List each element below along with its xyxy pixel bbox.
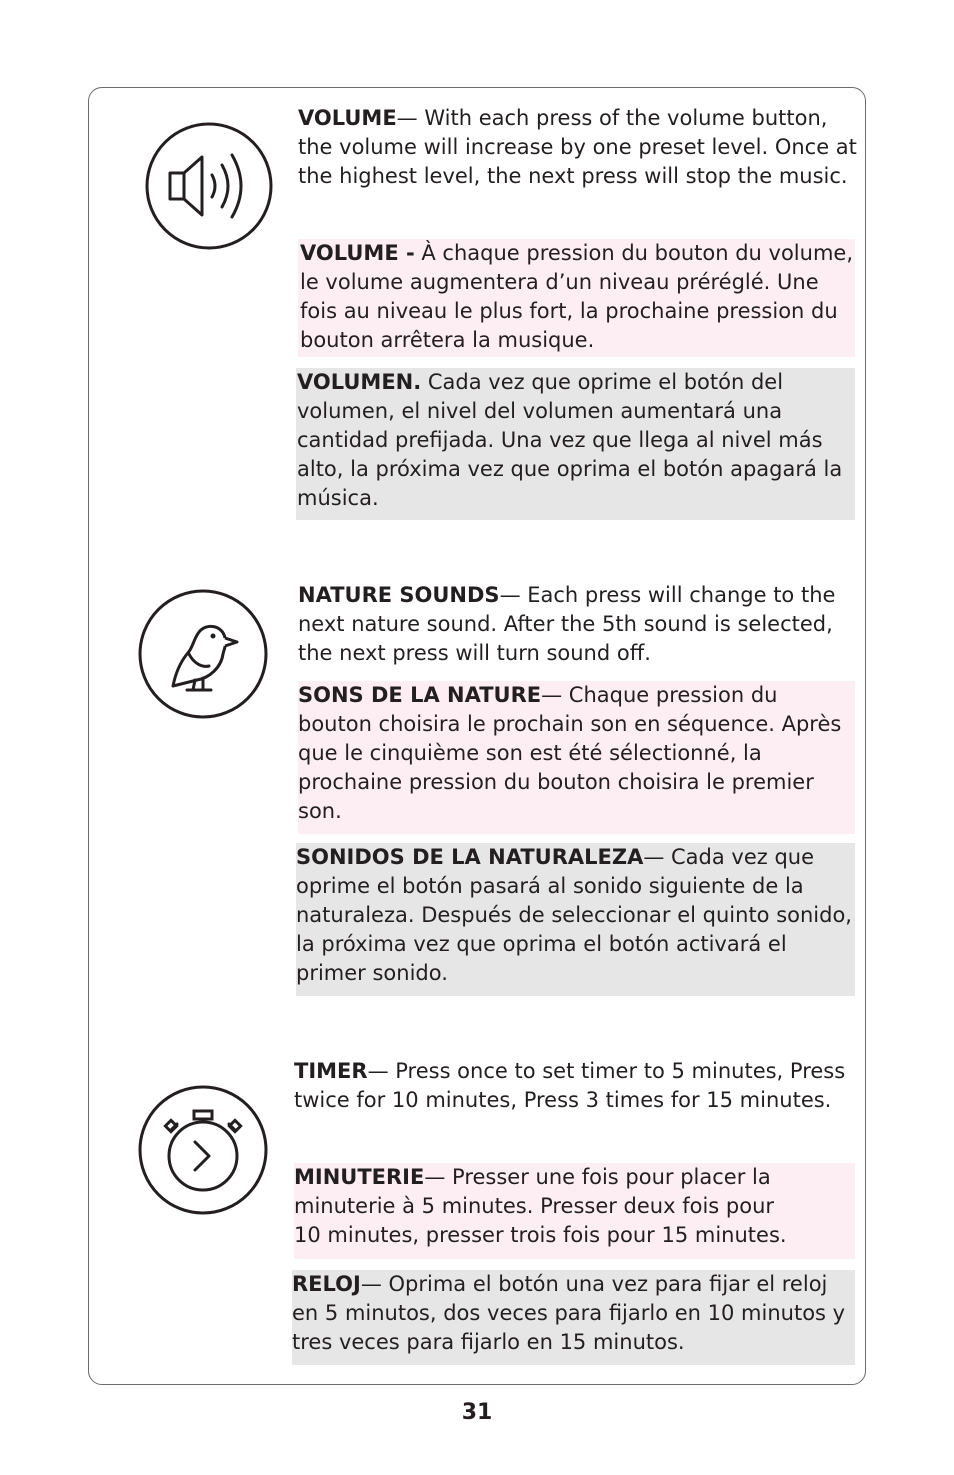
nature-sounds-fr-paragraph: [298, 681, 855, 834]
nature-sounds-es-paragraph: [296, 843, 855, 996]
nature-sounds-fr-body: — Chaque pression du bouton choisira le prochain son en séquence. Après que le cinquième son est été sélectionné, la prochaine pression du bouton choisira le premier son.: [298, 683, 842, 823]
nature-sounds-en-body: — Each press will change to the next nature sound. After the 5th sound is selected, the next press will turn sound off.: [298, 583, 836, 665]
nature-sounds-en-heading: NATURE SOUNDS: [298, 583, 500, 607]
volume-fr-paragraph: [298, 239, 855, 357]
page-number: 31: [461, 1400, 493, 1425]
volume-fr-heading: VOLUME -: [300, 241, 415, 265]
timer-fr-heading: MINUTERIE: [294, 1165, 425, 1189]
timer-fr-paragraph: [294, 1163, 855, 1259]
timer-en-body: — Press once to set timer to 5 minutes, Press twice for 10 minutes, Press 3 times for 15 minutes.: [294, 1059, 846, 1112]
volume-es-paragraph: [296, 368, 855, 520]
volume-fr-body: À chaque pression du bouton du volume, le volume augmentera d’un niveau préréglé. Une fois au niveau le plus fort, la prochaine pression du bouton arrêtera la musique.: [300, 241, 854, 352]
timer-es-body: — Oprima el botón una vez para fijar el reloj en 5 minutos, dos veces para fijarlo en 10 minutos y tres veces para fijarlo en 15 minutos.: [292, 1272, 846, 1354]
timer-es-heading: RELOJ: [292, 1272, 361, 1296]
volume-es-body: Cada vez que oprime el botón del volumen, el nivel del volumen aumentará una cantidad prefijada. Una vez que llega al nivel más alto, la próxima vez que oprima el botón apagará la música.: [297, 370, 843, 510]
volume-es-heading: VOLUMEN.: [297, 370, 422, 394]
speaker-volume-icon: [144, 121, 274, 251]
timer-fr-body: — Presser une fois pour placer la minuterie à 5 minutes. Presser deux fois pour 10 minutes, presser trois fois pour 15 minutes.: [294, 1165, 787, 1247]
stopwatch-timer-icon: [137, 1084, 269, 1216]
timer-en-heading: TIMER: [294, 1059, 368, 1083]
volume-en-heading: VOLUME: [298, 106, 397, 130]
volume-en-paragraph: [298, 104, 858, 191]
volume-en-body: — With each press of the volume button, the volume will increase by one preset level. Once at the highest level, the next press will stop the music.: [298, 106, 857, 188]
bird-icon: [137, 588, 269, 720]
timer-es-paragraph: [292, 1270, 855, 1365]
timer-en-paragraph: [294, 1057, 858, 1115]
nature-sounds-fr-heading: SONS DE LA NATURE: [298, 683, 542, 707]
nature-sounds-es-heading: SONIDOS DE LA NATURALEZA: [296, 845, 644, 869]
nature-sounds-es-body: — Cada vez que oprime el botón pasará al sonido siguiente de la naturaleza. Después de seleccionar el quinto sonido, la próxima vez que oprima el botón activará el primer sonido.: [296, 845, 852, 985]
nature-sounds-en-paragraph: [298, 581, 858, 668]
